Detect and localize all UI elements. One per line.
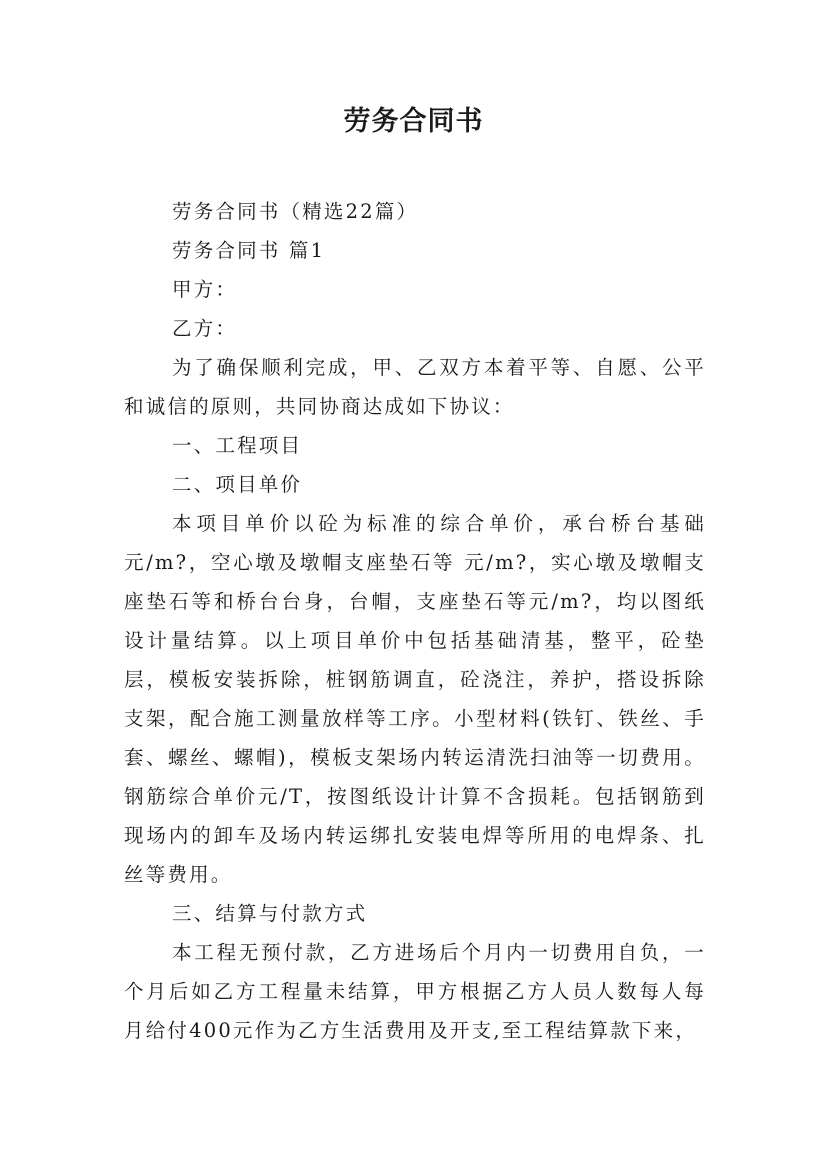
paragraph-subtitle: 劳务合同书（精选22篇） [172, 200, 419, 223]
paragraph-preamble: 为了确保顺利完成，甲、乙双方本着平等、自愿、公平和诚信的原则，共同协商达成如下协议： [124, 356, 706, 418]
document-title: 劳务合同书 [343, 106, 484, 137]
paragraph-section-heading: 劳务合同书 篇1 [172, 239, 326, 262]
paragraph-party-b: 乙方： [172, 317, 238, 340]
paragraph-clause-2-body: 本项目单价以砼为标准的综合单价，承台桥台基础 元/m?，空心墩及墩帽支座垫石等 元/m?，实心墩及墩帽支座垫石等和桥台台身，台帽，支座垫石等元/m?，均以图纸设计量结算。以上项目单价中包括基础清基，整平，砼垫层，模板安装拆除，桩钢筋调直，砼浇注，养护，搭设拆除支架，配合施工测量放样等工序。小型材料(铁钉、铁丝、手套、螺丝、螺帽)，模板支架场内转运清洗扫油等一切费用。钢筋综合单价元/T，按图纸设计计算不含损耗。包括钢筋到现场内的卸车及场内转运绑扎安装电焊等所用的电焊条、扎丝等费用。 [124, 512, 706, 886]
paragraph-clause-1-heading: 一、工程项目 [172, 434, 303, 457]
paragraph-clause-3-heading: 三、结算与付款方式 [172, 902, 368, 925]
paragraph-clause-3-body: 本工程无预付款，乙方进场后个月内一切费用自负，一个月后如乙方工程量未结算，甲方根据乙方人员人数每人每月给付400元作为乙方生活费用及开支,至工程结算款下来， [124, 941, 706, 1042]
document-body [124, 192, 706, 1050]
paragraph-clause-2-heading: 二、项目单价 [172, 473, 303, 496]
paragraph-party-a: 甲方： [172, 278, 238, 301]
